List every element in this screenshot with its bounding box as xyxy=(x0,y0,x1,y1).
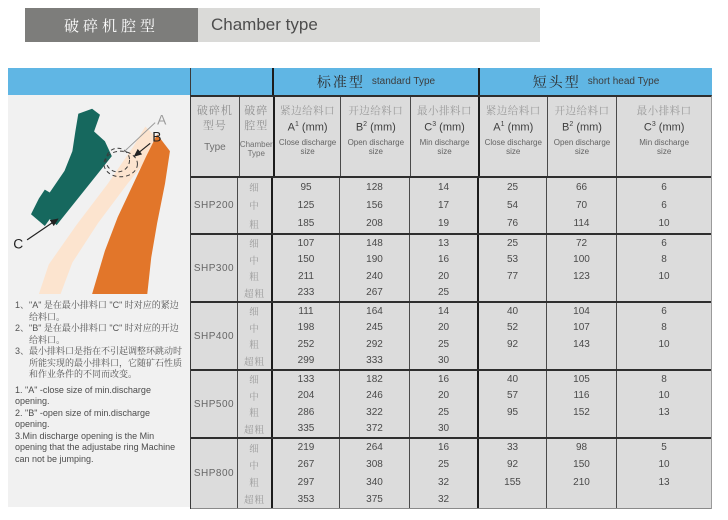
chamber-type-cell: 中 xyxy=(237,252,271,269)
value-cell: 116 xyxy=(546,388,616,405)
header-col-en1: Open discharge xyxy=(553,137,611,147)
table-row xyxy=(237,235,711,252)
chamber-type-cell: 粗 xyxy=(237,474,271,491)
value-cell: 114 xyxy=(546,215,616,233)
value-cell: 20 xyxy=(409,268,477,285)
header-col-short-b xyxy=(547,97,617,176)
value-cell: 8 xyxy=(616,371,711,388)
value-cell: 32 xyxy=(409,474,477,491)
value-cell: 182 xyxy=(339,371,409,388)
page-title-en: Chamber type xyxy=(198,8,540,42)
chamber-type-cell: 中 xyxy=(237,196,271,214)
short-head-type-en: short head Type xyxy=(587,76,660,87)
value-cell: 30 xyxy=(409,353,477,370)
value-cell: 292 xyxy=(339,336,409,353)
page-title-zh: 破碎机腔型 xyxy=(25,8,198,42)
table-row xyxy=(237,491,711,508)
table-row xyxy=(237,320,711,337)
value-cell: 104 xyxy=(546,303,616,320)
header-model-zh2: 型号 xyxy=(202,120,227,132)
chamber-type-cell: 超粗 xyxy=(237,421,271,438)
table-row xyxy=(237,268,711,285)
note-zh-item: 1、"A" 是在最小排料口 "C" 时对应的紧边给料口。 xyxy=(15,300,179,322)
header-col-en2: size xyxy=(300,147,315,157)
chamber-type-cell: 超粗 xyxy=(237,285,271,302)
header-col-en2: size xyxy=(437,147,452,157)
chamber-type-cell: 细 xyxy=(237,303,271,320)
model-name: SHP200 xyxy=(193,200,235,211)
header-col-en2: size xyxy=(574,147,590,157)
value-cell: 16 xyxy=(409,252,477,269)
value-cell: 100 xyxy=(546,252,616,269)
value-cell: 30 xyxy=(409,421,477,438)
value-cell: 98 xyxy=(546,439,616,456)
header-col-en1: Close discharge xyxy=(484,137,542,147)
left-panel xyxy=(8,95,190,507)
value-cell: 107 xyxy=(546,320,616,337)
value-cell: 72 xyxy=(546,235,616,252)
value-cell: 111 xyxy=(271,303,339,320)
value-cell: 210 xyxy=(546,474,616,491)
value-cell: 25 xyxy=(409,456,477,473)
header-model-zh1: 破碎机 xyxy=(196,105,233,117)
header-col-zh: 开边给料口 xyxy=(348,105,404,117)
value-cell: 123 xyxy=(546,268,616,285)
value-cell: 95 xyxy=(271,178,339,196)
value-cell: 14 xyxy=(409,303,477,320)
value-cell: 252 xyxy=(271,336,339,353)
value-cell xyxy=(616,285,711,302)
header-col-std-b xyxy=(340,97,410,176)
header-chamber-en2: Type xyxy=(247,149,265,158)
model-name: SHP800 xyxy=(193,468,235,479)
value-cell: 322 xyxy=(339,404,409,421)
value-cell xyxy=(616,491,711,508)
value-cell: 128 xyxy=(339,178,409,196)
model-rows xyxy=(237,439,711,508)
header-col-symbol: $C^3$ (mm) xyxy=(643,121,685,134)
value-cell: 143 xyxy=(546,336,616,353)
value-cell: 52 xyxy=(477,320,546,337)
header-col-zh: 紧边给料口 xyxy=(280,105,336,117)
value-cell: 299 xyxy=(271,353,339,370)
chamber-type-cell: 粗 xyxy=(237,268,271,285)
model-rows xyxy=(237,178,711,233)
table-row xyxy=(237,388,711,405)
value-cell: 264 xyxy=(339,439,409,456)
value-cell: 25 xyxy=(477,235,546,252)
value-cell xyxy=(477,421,546,438)
model-group-shp400 xyxy=(191,303,711,371)
value-cell: 375 xyxy=(339,491,409,508)
value-cell: 198 xyxy=(271,320,339,337)
header-row xyxy=(191,97,711,178)
header-col-symbol: $A^1$ (mm) xyxy=(287,121,328,134)
header-col-en2: size xyxy=(506,147,521,157)
band-standard-type xyxy=(272,68,478,95)
value-cell: 148 xyxy=(339,235,409,252)
header-col-en1: Open discharge xyxy=(347,137,405,147)
table-row xyxy=(237,404,711,421)
value-cell: 155 xyxy=(477,474,546,491)
value-cell: 297 xyxy=(271,474,339,491)
value-cell: 208 xyxy=(339,215,409,233)
note-zh-item: 2、"B" 是在最小排料口 "C" 时对应的开边给料口。 xyxy=(15,323,179,345)
label-b: B xyxy=(152,129,162,145)
value-cell xyxy=(616,421,711,438)
value-cell: 17 xyxy=(409,196,477,214)
value-cell: 13 xyxy=(409,235,477,252)
value-cell: 70 xyxy=(546,196,616,214)
standard-type-en: standard Type xyxy=(371,76,436,87)
value-cell xyxy=(616,353,711,370)
value-cell: 14 xyxy=(409,178,477,196)
value-cell: 92 xyxy=(477,336,546,353)
value-cell: 77 xyxy=(477,268,546,285)
value-cell: 16 xyxy=(409,439,477,456)
value-cell: 13 xyxy=(616,404,711,421)
chamber-type-cell: 中 xyxy=(237,388,271,405)
value-cell: 25 xyxy=(409,336,477,353)
table-row xyxy=(237,196,711,214)
value-cell: 152 xyxy=(546,404,616,421)
chamber-type-cell: 中 xyxy=(237,320,271,337)
chamber-type-cell: 中 xyxy=(237,456,271,473)
value-cell xyxy=(477,285,546,302)
value-cell: 6 xyxy=(616,178,711,196)
value-cell: 76 xyxy=(477,215,546,233)
header-col-short-c xyxy=(616,97,711,176)
value-cell: 150 xyxy=(546,456,616,473)
value-cell: 286 xyxy=(271,404,339,421)
value-cell: 6 xyxy=(616,303,711,320)
value-cell: 185 xyxy=(271,215,339,233)
header-col-en2: size xyxy=(368,147,383,157)
table-row xyxy=(237,178,711,196)
value-cell: 246 xyxy=(339,388,409,405)
value-cell xyxy=(546,353,616,370)
value-cell: 57 xyxy=(477,388,546,405)
band-short-head-type xyxy=(478,68,712,95)
header-col-short-a xyxy=(478,97,547,176)
value-cell: 19 xyxy=(409,215,477,233)
band-spacer-illustration xyxy=(8,68,190,95)
note-en-item: 2. "B" -open size of min.discharge opening. xyxy=(15,407,150,429)
value-cell: 16 xyxy=(409,371,477,388)
value-cell: 13 xyxy=(616,474,711,491)
value-cell xyxy=(477,353,546,370)
label-a: A xyxy=(157,112,167,128)
value-cell: 245 xyxy=(339,320,409,337)
table-band xyxy=(8,68,712,95)
note-zh-item: 3、最小排料口是指在不引起调整环跳动时所能实现的最小排料口，它随矿石性质和作业条件的不同而改变。 xyxy=(15,346,183,379)
value-cell: 10 xyxy=(616,388,711,405)
data-grid xyxy=(190,95,712,509)
value-cell: 211 xyxy=(271,268,339,285)
value-cell: 204 xyxy=(271,388,339,405)
table-row xyxy=(237,456,711,473)
value-cell: 267 xyxy=(339,285,409,302)
value-cell: 240 xyxy=(339,268,409,285)
value-cell: 25 xyxy=(477,178,546,196)
value-cell: 95 xyxy=(477,404,546,421)
chamber-type-cell: 超粗 xyxy=(237,353,271,370)
value-cell: 8 xyxy=(616,320,711,337)
note-en-item: 1. "A" -close size of min.discharge opening. xyxy=(15,384,151,406)
value-cell: 267 xyxy=(271,456,339,473)
header-col-symbol: $A^1$ (mm) xyxy=(493,121,534,134)
header-chamber xyxy=(239,97,273,176)
value-cell: 133 xyxy=(271,371,339,388)
standard-type-zh: 标准型 xyxy=(316,73,365,90)
model-group-shp300 xyxy=(191,235,711,303)
model-group-shp500 xyxy=(191,371,711,439)
value-cell: 25 xyxy=(409,404,477,421)
value-cell: 353 xyxy=(271,491,339,508)
chamber-type-cell: 细 xyxy=(237,371,271,388)
value-cell: 164 xyxy=(339,303,409,320)
model-group-shp800 xyxy=(191,439,711,509)
model-name: SHP300 xyxy=(193,262,235,274)
header-col-en2: size xyxy=(657,147,672,157)
chamber-type-cell: 粗 xyxy=(237,404,271,421)
short-head-type-zh: 短头型 xyxy=(532,73,581,90)
value-cell: 125 xyxy=(271,196,339,214)
value-cell xyxy=(546,285,616,302)
value-cell: 10 xyxy=(616,215,711,233)
value-cell: 219 xyxy=(271,439,339,456)
value-cell: 107 xyxy=(271,235,339,252)
value-cell: 25 xyxy=(409,285,477,302)
header-col-symbol: $B^2$ (mm) xyxy=(562,121,602,134)
header-col-symbol: $B^2$ (mm) xyxy=(355,121,396,134)
header-chamber-zh2: 腔型 xyxy=(244,120,269,132)
header-chamber-zh1: 破碎 xyxy=(244,105,269,117)
value-cell: 333 xyxy=(339,353,409,370)
table-row xyxy=(237,371,711,388)
table-row xyxy=(237,336,711,353)
chamber-type-cell: 细 xyxy=(237,178,271,196)
value-cell: 92 xyxy=(477,456,546,473)
header-col-en1: Close discharge xyxy=(278,137,337,147)
value-cell: 33 xyxy=(477,439,546,456)
model-name: SHP400 xyxy=(193,330,235,342)
chamber-diagram xyxy=(8,95,190,297)
chamber-type-cell: 粗 xyxy=(237,215,271,233)
value-cell: 6 xyxy=(616,196,711,214)
model-name: SHP500 xyxy=(193,398,235,410)
value-cell: 150 xyxy=(271,252,339,269)
chamber-type-cell: 细 xyxy=(237,439,271,456)
table-row xyxy=(237,474,711,491)
header-col-zh: 最小排料口 xyxy=(417,105,473,117)
value-cell: 5 xyxy=(616,439,711,456)
table-row xyxy=(237,303,711,320)
table-row xyxy=(237,439,711,456)
value-cell: 8 xyxy=(616,252,711,269)
table-row xyxy=(237,353,711,370)
value-cell: 340 xyxy=(339,474,409,491)
header-col-zh: 最小排料口 xyxy=(636,105,692,117)
chamber-type-cell: 超粗 xyxy=(237,491,271,508)
table-row xyxy=(237,285,711,302)
label-c: C xyxy=(13,236,24,252)
value-cell xyxy=(546,491,616,508)
chamber-type-cell: 粗 xyxy=(237,336,271,353)
header-col-zh: 开边给料口 xyxy=(554,105,610,117)
value-cell: 54 xyxy=(477,196,546,214)
value-cell: 308 xyxy=(339,456,409,473)
header-col-en1: Min discharge xyxy=(639,137,690,147)
value-cell: 66 xyxy=(546,178,616,196)
table-row xyxy=(237,252,711,269)
value-cell: 40 xyxy=(477,303,546,320)
chamber-table xyxy=(8,68,712,509)
header-chamber-en1: Chamber xyxy=(239,140,273,149)
table-row xyxy=(237,215,711,233)
model-group-shp200 xyxy=(191,178,711,235)
value-cell xyxy=(477,491,546,508)
notes-zh xyxy=(15,300,186,381)
value-cell: 190 xyxy=(339,252,409,269)
header-col-en1: Min discharge xyxy=(419,137,470,147)
model-rows xyxy=(237,371,711,437)
value-cell: 20 xyxy=(409,388,477,405)
value-cell: 10 xyxy=(616,336,711,353)
header-col-zh: 紧边给料口 xyxy=(485,105,541,117)
header-col-std-c xyxy=(410,97,478,176)
value-cell: 40 xyxy=(477,371,546,388)
value-cell: 10 xyxy=(616,268,711,285)
value-cell: 6 xyxy=(616,235,711,252)
value-cell: 53 xyxy=(477,252,546,269)
value-cell: 32 xyxy=(409,491,477,508)
value-cell xyxy=(546,421,616,438)
header-col-std-a xyxy=(273,97,341,176)
value-cell: 20 xyxy=(409,320,477,337)
value-cell: 10 xyxy=(616,456,711,473)
value-cell: 233 xyxy=(271,285,339,302)
value-cell: 335 xyxy=(271,421,339,438)
note-en-item: 3.Min discharge opening is the Min opening that the adjustabe ring Machine can not be jumping. xyxy=(15,430,176,464)
chamber-type-cell: 细 xyxy=(237,235,271,252)
notes xyxy=(8,297,190,507)
notes-en xyxy=(15,385,186,466)
header-model xyxy=(191,97,239,176)
value-cell: 372 xyxy=(339,421,409,438)
model-rows xyxy=(237,303,711,369)
band-spacer-model xyxy=(190,68,272,95)
value-cell: 105 xyxy=(546,371,616,388)
header-col-symbol: $C^3$ (mm) xyxy=(424,121,465,134)
header-model-en: Type xyxy=(204,142,226,153)
model-rows xyxy=(237,235,711,301)
value-cell: 156 xyxy=(339,196,409,214)
table-row xyxy=(237,421,711,438)
